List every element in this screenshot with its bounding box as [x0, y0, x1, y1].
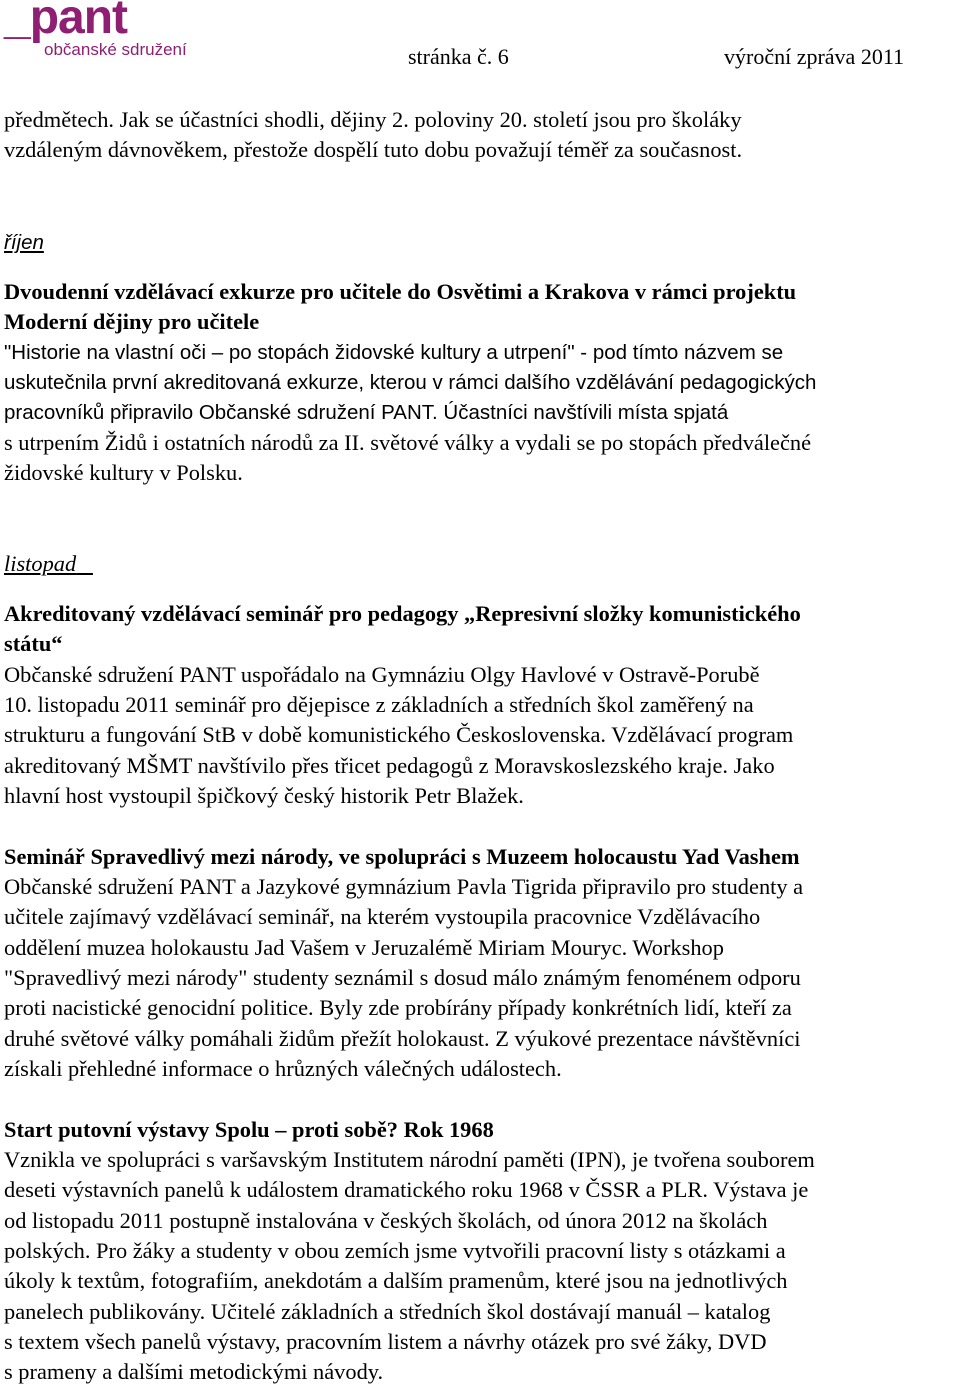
text-line: Občanské sdružení PANT a Jazykové gymnázium Pavla Tigrida připravilo pro studenty a [4, 874, 804, 899]
text-line: polských. Pro žáky a studenty v obou zemích jsme vytvořili pracovní listy s otázkami a [4, 1238, 786, 1263]
event-heading: státu“ [4, 631, 63, 656]
text-line: pracovníků připravilo Občanské sdružení PANT. Účastníci navštívili místa spjatá [4, 401, 729, 424]
logo-tagline: občanské sdružení [44, 40, 187, 59]
event-heading: Start putovní výstavy Spolu – proti sobě? Rok 1968 [4, 1117, 494, 1142]
text-line: "Historie na vlastní oči – po stopách židovské kultury a utrpení" - pod tímto názvem se [4, 341, 784, 364]
text-line: od listopadu 2011 postupně instalována v českých školách, od února 2012 na školách [4, 1208, 768, 1233]
text-line: hlavní host vystoupil špičkový český historik Petr Blažek. [4, 783, 524, 808]
text-line: s textem všech panelů výstavy, pracovním listem a návrhy otázek pro své žáky, DVD [4, 1329, 767, 1354]
text-line: proti nacistické genocidní politice. Byly zde probírány případy konkrétních lidí, kteří za [4, 995, 792, 1020]
text-line: akreditovaný MŠMT navštívilo přes třicet pedagogů z Moravskoslezského kraje. Jako [4, 753, 775, 778]
month-heading-october: říjen [4, 231, 44, 254]
text-line: deseti výstavních panelů k událostem dramatického roku 1968 v ČSSR a PLR. Výstava je [4, 1177, 809, 1202]
text-line: učitele zajímavý vzdělávací seminář, na kterém vystoupila pracovnice Vzdělávacího [4, 904, 761, 929]
text-line: "Spravedlivý mezi národy" studenty seznámil s dosud málo známým fenoménem odporu [4, 965, 801, 990]
text-line: Vznikla ve spolupráci s varšavským Institutem národní paměti (IPN), je tvořena souborem [4, 1147, 815, 1172]
report-title: výroční zpráva 2011 [724, 44, 905, 69]
text-line: předmětech. Jak se účastníci shodli, dějiny 2. poloviny 20. století jsou pro školáky [4, 107, 742, 132]
text-line: 10. listopadu 2011 seminář pro dějepisce z základních a středních škol zaměřený na [4, 692, 754, 717]
text-line: strukturu a fungování StB v době komunistického Československa. Vzdělávací program [4, 722, 794, 747]
text-line: s prameny a dalšími metodickými návody. [4, 1359, 384, 1384]
text-line: druhé světové války pomáhali židům přežít holokaust. Z výukové prezentace návštěvníci [4, 1026, 801, 1051]
text-line: uskutečnila první akreditovaná exkurze, kterou v rámci dalšího vzdělávání pedagogických [4, 371, 817, 394]
page-number: stránka č. 6 [408, 44, 509, 69]
month-heading-november [4, 549, 93, 579]
text-line: s utrpením Židů i ostatních národů za II. světové války a vydali se po stopách předválečné [4, 430, 812, 455]
text-line: oddělení muzea holokaustu Jad Vašem v Jeruzalémě Miriam Mouryc. Workshop [4, 935, 724, 960]
pant-logo [4, 0, 194, 66]
event-heading: Seminář Spravedlivý mezi národy, ve spolupráci s Muzeem holocaustu Yad Vashem [4, 844, 800, 869]
event-heading: Dvoudenní vzdělávací exkurze pro učitele do Osvětimi a Krakova v rámci projektu [4, 279, 797, 304]
text-line: získali přehledné informace o hrůzných válečných událostech. [4, 1056, 562, 1081]
text-line: židovské kultury v Polsku. [4, 460, 243, 485]
event-heading: Akreditovaný vzdělávací seminář pro pedagogy „Represivní složky komunistického [4, 601, 801, 626]
text-line: úkoly k textům, fotografiím, anekdotám a dalším pramenům, které jsou na jednotlivých [4, 1268, 788, 1293]
text-line: Občanské sdružení PANT uspořádalo na Gymnáziu Olgy Havlové v Ostravě-Porubě [4, 662, 760, 687]
month-label: listopad [4, 551, 77, 576]
text-line: panelech publikovány. Učitelé základních a středních škol dostávají manuál – katalog [4, 1299, 771, 1324]
event-heading: Moderní dějiny pro učitele [4, 309, 260, 334]
text-line: vzdáleným dávnověkem, přestože dospělí tuto dobu považují téměř za současnost. [4, 137, 743, 162]
logo-wordmark: _pant [4, 0, 128, 44]
